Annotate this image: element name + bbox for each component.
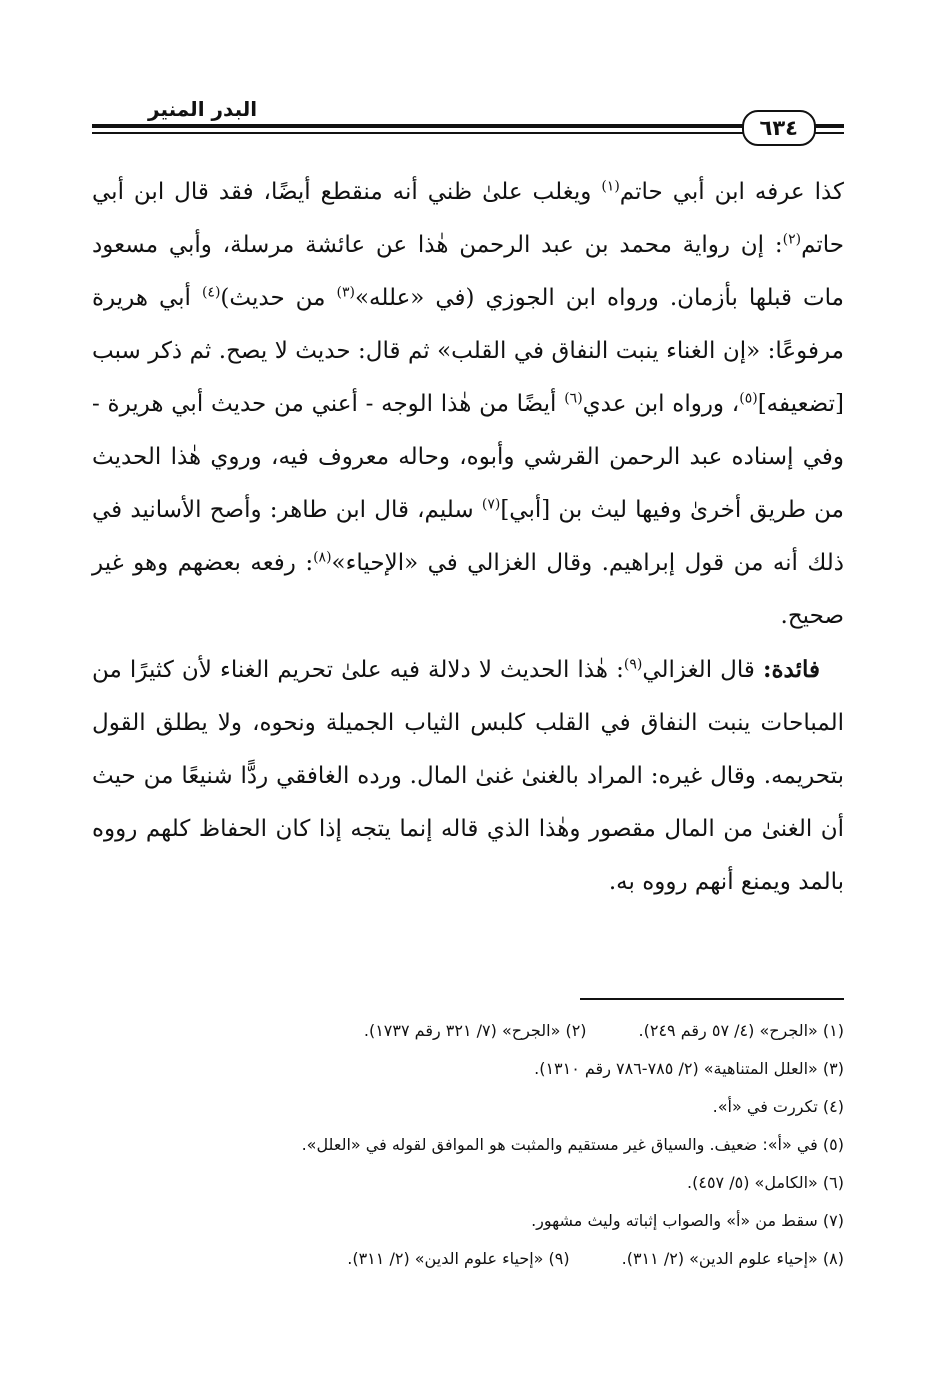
footnote-line (92, 1050, 844, 1088)
footnote-ref-8: (٨) (313, 549, 332, 566)
benefit-label: فائدة: (762, 656, 821, 683)
main-text (92, 166, 844, 909)
footnote-3: (٣) «العلل المتناهية» (٢/ ٧٨٥-٧٨٦ رقم ١٣١٠). (534, 1059, 844, 1078)
footnote-line (92, 1202, 844, 1240)
footnote-1: (١) «الجرح» (٤/ ٥٧ رقم ٢٤٩). (638, 1021, 844, 1040)
paragraph-1: كذا عرفه ابن أبي حاتم$^{(١)}$ ويغلب علىٰ ظني أنه منقطع أيضًا، فقد قال ابن أبي حاتم$^{(٢)}$: إن رواية محمد بن عبد الرحمن هٰذا عن عائشة مرسلة، وأبي مسعود مات قبلها بأزمان. ورواه ابن الجوزي (في «علله»$^{(٣)}$ من حديث)$^{(٤)}$ أبي هريرة مرفوعًا: «إن الغناء ينبت النفاق في القلب» ثم قال: حديث لا يصح. ثم ذكر سبب [تضعيفه]$^{(٥)}$، ورواه ابن عدي$^{(٦)}$ أيضًا من هٰذا الوجه - أعني من حديث أبي هريرة - وفي إسناده عبد الرحمن القرشي وأبوه، وحاله معروف فيه، وروي هٰذا الحديث من طريق أخرىٰ وفيها ليث بن [أبي]$^{(٧)}$ سليم، قال ابن طاهر: وأصح الأسانيد في ذلك أنه من قول إبراهيم. وقال الغزالي في «الإحياء»$^{(٨)}$: رفعه بعضهم وهو غير صحيح. (92, 178, 845, 629)
header-thin-rule (92, 132, 844, 134)
page-header (92, 96, 844, 156)
footnote-ref-5: (٥) (739, 390, 758, 407)
footnote-8: (٨) «إحياء علوم الدين» (٢/ ٣١١). (621, 1249, 844, 1268)
footnote-ref-2: (٢) (782, 231, 802, 248)
footnote-line (92, 1088, 844, 1126)
header-thick-rule (92, 124, 844, 128)
footnote-ref-6: (٦) (564, 390, 583, 407)
footnote-line (92, 1240, 844, 1278)
footnote-separator (580, 998, 844, 1000)
running-title: البدر المنير (140, 96, 265, 122)
paragraph-2: فائدة: قال الغزالي$^{(٩)}$: هٰذا الحديث لا دلالة فيه علىٰ تحريم الغناء لأن كثيرًا من المباحات ينبت النفاق في القلب كلبس الثياب الجميلة ونحوه، ولا يطلق القول بتحريمه. وقال غيره: المراد بالغنىٰ غنىٰ المال. ورده الغافقي ردًّا شنيعًا من حيث أن الغنىٰ من المال مقصور وهٰذا الذي قاله إنما يتجه إذا كان الحفاظ كلهم رووه بالمد ويمنع أنهم رووه به. (92, 656, 844, 895)
footnote-ref-4: (٤) (201, 284, 221, 301)
footnote-ref-3: (٣) (336, 284, 355, 301)
footnote-5: (٥) في «أ»: ضعيف. والسياق غير مستقيم والمثبت هو الموافق لقوله في «العلل». (301, 1135, 844, 1154)
footnote-line (92, 1126, 844, 1164)
footnote-line (92, 1012, 844, 1050)
footnote-ref-9: (٩) (623, 656, 643, 673)
page-number: ٦٣٤ (742, 110, 816, 146)
footnote-line (92, 1164, 844, 1202)
footnote-ref-7: (٧) (481, 496, 501, 513)
footnote-ref-1: (١) (601, 178, 620, 195)
footnote-9: (٩) «إحياء علوم الدين» (٢/ ٣١١). (347, 1249, 570, 1268)
footnote-6: (٦) «الكامل» (٥/ ٤٥٧). (687, 1173, 844, 1192)
footnote-2: (٢) «الجرح» (٧/ ٣٢١ رقم ١٧٣٧). (363, 1021, 587, 1040)
footnote-7: (٧) سقط من «أ» والصواب إثباته وليث مشهور. (531, 1211, 844, 1230)
footnote-4: (٤) تكررت في «أ». (712, 1097, 844, 1116)
footnotes (92, 1012, 844, 1278)
